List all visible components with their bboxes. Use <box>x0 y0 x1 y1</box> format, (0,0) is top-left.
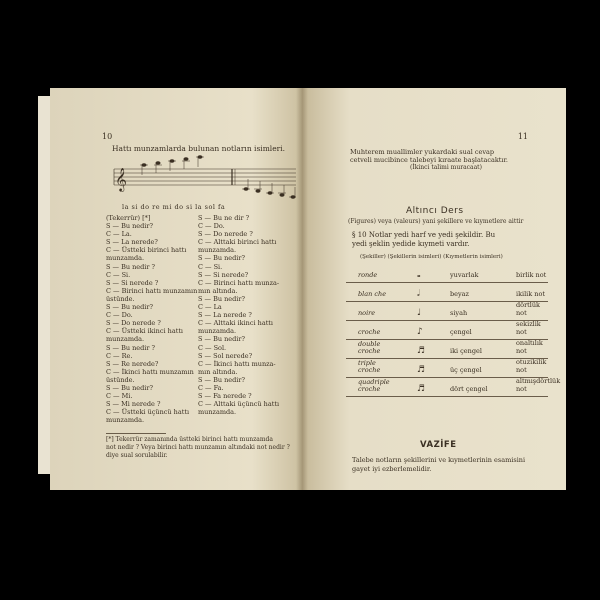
page-number: 11 <box>517 132 528 141</box>
table-row <box>346 321 552 340</box>
dialogue-line: S — Mi nerede ? <box>106 400 161 409</box>
paragraph-line: § 10 Notlar yedi harf ve yedi şekildir. Bu <box>352 231 496 239</box>
french-name: croche <box>358 328 381 336</box>
footnote-line: [*] Tekerrür zamanında üstteki birinci hattı munzamda <box>106 436 273 443</box>
row-rule <box>346 396 548 397</box>
turkish-name: üç çengel <box>450 366 482 374</box>
turkish-name: iki çengel <box>450 347 482 355</box>
footnote <box>106 436 290 460</box>
note-symbol-icon: ♩ <box>417 308 422 318</box>
turkish-name: çengel <box>450 328 472 336</box>
dialogue-line: munzamda. <box>106 416 145 425</box>
dialogue-line: S — Bu nedir ? <box>106 262 156 271</box>
value-name: otuzikilik not <box>516 358 547 374</box>
table-headers: (Şekiller) (Şekillerin isimleri) (Kıymetlerin isimleri) <box>360 254 503 260</box>
table-row <box>346 302 552 321</box>
dialogue-line: S — Do nerede ? <box>198 230 253 239</box>
value-name: ikilik not <box>516 290 545 298</box>
footnote-line: diye sual sorulabilir. <box>106 452 168 459</box>
dialogue-line: C — Birinci hattı munza- <box>198 278 280 287</box>
dialogue-line: S — La nerede ? <box>198 311 252 320</box>
dialogue-line: C — La <box>198 303 222 312</box>
french-name: double croche <box>358 340 381 355</box>
table-row <box>346 377 561 397</box>
lesson-title: Altıncı Ders <box>406 206 464 216</box>
svg-text:𝄞: 𝄞 <box>115 167 127 191</box>
assignment-line: gayet iyi ezberlemelidir. <box>352 465 432 473</box>
french-name: ronde <box>358 271 378 279</box>
note-symbol-icon: ♪ <box>417 327 423 337</box>
french-name: quadriple croche <box>358 378 390 393</box>
section-title: Hattı munzamlarda bulunan notların isimleri. <box>112 144 286 153</box>
dialogue-line: S — Bu ne dir ? <box>198 214 250 222</box>
dialogue-line: üstünde. <box>106 294 135 303</box>
note-symbol-icon: ♬ <box>417 384 426 394</box>
dialogue-line: S — Bu nedir? <box>106 222 153 231</box>
dialogue-line: munzamda. <box>198 246 237 255</box>
value-name: sekizlik not <box>516 320 541 336</box>
dialogue-line: S — Bu nedir ? <box>106 343 156 352</box>
teacher-note-line: Muhterem muallimler yukardaki sual cevap <box>350 148 495 156</box>
dialogue-line: S — Fa nerede ? <box>198 392 252 401</box>
dialogue-line: mın altında. <box>198 367 238 376</box>
dialogue-line: C — Do. <box>198 222 225 231</box>
turkish-name: dört çengel <box>450 385 488 393</box>
dialogue-line: C — Re. <box>106 351 133 360</box>
table-row <box>346 359 552 378</box>
value-name: onaltılık not <box>516 339 543 355</box>
table-row <box>346 283 552 302</box>
dialogue-line: C — Alttaki birinci hattı <box>198 238 277 247</box>
dialogue-line: C — La. <box>106 230 132 239</box>
french-name: triple croche <box>358 359 381 374</box>
dialogue-line: (Tekerrür) [*] <box>106 214 151 222</box>
value-name: dörtlük not <box>516 301 540 317</box>
teacher-note <box>350 148 508 172</box>
page-number: 10 <box>102 132 113 141</box>
dialogue-line: C — Üstteki ikinci hattı <box>106 327 184 336</box>
dialogue-line: S — Re nerede? <box>106 359 159 368</box>
french-name: noire <box>358 309 376 317</box>
note-name-labels: la si do re mi do si la sol fa <box>122 203 226 211</box>
footnote-rule <box>106 433 166 434</box>
dialogue-line: S — Si nerede ? <box>106 278 159 287</box>
dialogue-line: S — La nerede? <box>106 238 158 247</box>
dialogue-line: S — Bu nedir? <box>198 375 245 384</box>
turkish-name: beyaz <box>450 290 469 298</box>
table-row <box>346 264 552 283</box>
value-name: birlik not <box>516 271 547 279</box>
dialogue-line: C — Birinci hattı munzamın <box>106 286 198 295</box>
turkish-name: yuvarlak <box>450 271 479 279</box>
lesson-subtitle: (Figures) veya (valeurs) yani şekillere ve kıymetlere aittir <box>348 218 524 225</box>
lesson-paragraph <box>352 231 495 249</box>
dialogue-line: S — Bu nedir? <box>106 383 153 392</box>
left-page <box>50 88 302 490</box>
dialogue-line: C — Alttaki üçüncü hattı <box>198 400 280 409</box>
dialogue-line: C — Alttaki ikinci hattı <box>198 319 273 328</box>
dialogue-line: S — Bu nedir? <box>198 254 245 263</box>
dialogue-line: C — Üstteki birinci hattı <box>106 246 187 255</box>
assignment-text <box>352 456 525 474</box>
dialogue-line: S — Bu nedir? <box>106 303 153 312</box>
dialogue-line: S — Bu nedir? <box>198 335 245 344</box>
note-symbol-icon: 𝅗𝅥 <box>417 289 420 299</box>
turkish-name: siyah <box>450 309 468 317</box>
assignment-title: VAZİFE <box>420 440 457 450</box>
open-book <box>38 88 566 490</box>
dialogue-line: munzamda. <box>106 254 145 263</box>
dialogue-line: mın altında. <box>198 286 238 295</box>
dialogue-line: C — Fa. <box>198 383 224 392</box>
dialogue-column-right <box>198 214 279 416</box>
dialogue-line: C — Üstteki üçüncü hattı <box>106 408 190 417</box>
dialogue-line: munzamda. <box>106 335 145 344</box>
right-page <box>302 88 566 490</box>
teacher-note-line: cetveli mucibince talebeyi kıraate başlatacaktır. <box>350 156 508 164</box>
dialogue-line: üstünde. <box>106 375 135 384</box>
note-symbol-icon: ♬ <box>417 365 426 375</box>
footnote-line: not nedir ? Veya birinci hattı munzamın altındaki not nedir ? <box>106 444 290 451</box>
note-values-table <box>346 264 561 397</box>
dialogue-line: S — Sol nerede? <box>198 351 253 360</box>
dialogue-column-left <box>106 214 197 424</box>
dialogue-line: munzamda. <box>198 327 237 336</box>
dialogue-line: S — Si nerede? <box>198 270 249 279</box>
note-symbol-icon: 𝅝 <box>417 270 421 280</box>
teacher-note-ref: (İkinci talimi muracaat) <box>410 164 482 171</box>
dialogue-line: C — Mi. <box>106 392 133 401</box>
dialogue-line: C — Do. <box>106 311 133 320</box>
assignment-line: Talebe notların şekillerini ve kıymetlerinin esamisini <box>352 456 526 464</box>
dialogue-line: C — İkinci hattı munza- <box>198 359 276 368</box>
dialogue-line: C — Si. <box>198 262 223 271</box>
dialogue-line: C — İkinci hattı munzamın <box>106 367 194 376</box>
music-staff-figure <box>96 155 296 199</box>
note-symbol-icon: ♬ <box>417 346 426 356</box>
dialogue-line: S — Bu nedir? <box>198 294 245 303</box>
dialogue-line: munzamda. <box>198 408 237 417</box>
dialogue-line: C — Si. <box>106 270 131 279</box>
book-gutter <box>296 88 308 490</box>
french-name: blan che <box>358 290 387 298</box>
table-row <box>346 340 552 359</box>
dialogue-line: C — Sol. <box>198 343 227 352</box>
value-name: altmışdörtlük not <box>516 377 561 393</box>
paragraph-line: yedi şeklin yedide kıymeti vardır. <box>352 240 470 248</box>
dialogue-line: S — Do nerede ? <box>106 319 161 328</box>
